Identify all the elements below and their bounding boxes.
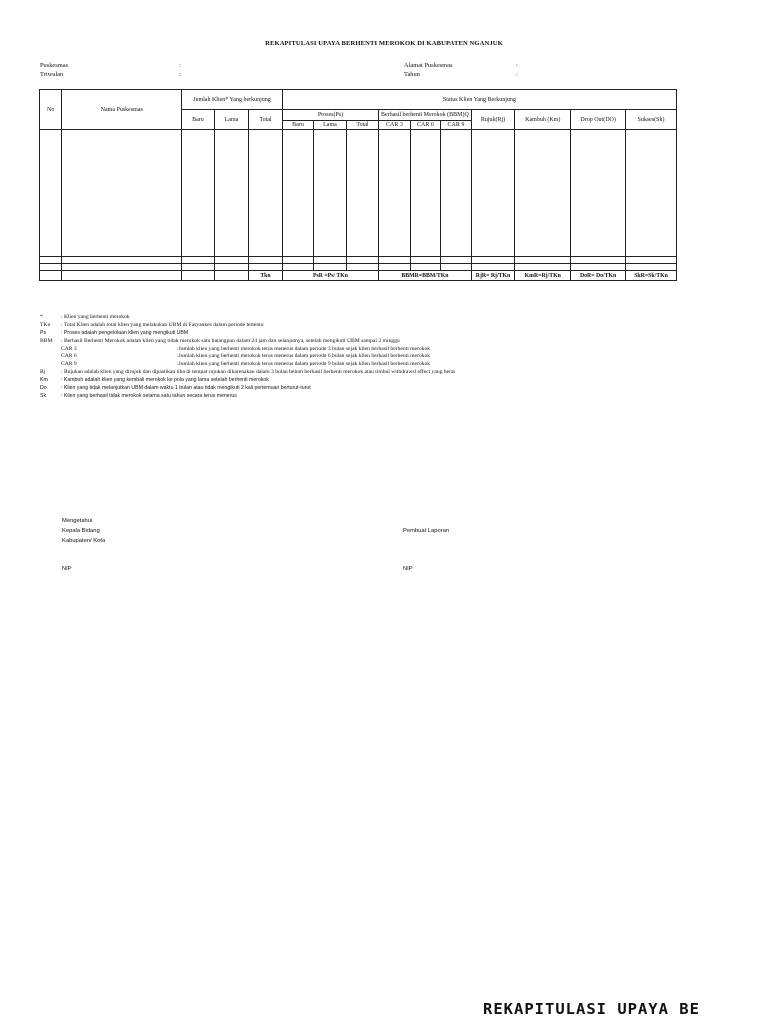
header-total: Total [249,110,283,130]
table-row [40,264,677,271]
table-cell [40,257,62,264]
kabupaten-kota-text: Kabupaten/ Kota [62,538,106,544]
header-no: No [40,90,62,130]
table-cell [346,257,379,264]
table-cell [441,130,471,257]
table-cell [214,257,249,264]
note-item [40,322,680,330]
note-item [40,393,680,401]
note-key: CAR 9 [61,361,77,368]
table-cell [571,257,626,264]
table-cell [314,264,347,271]
table-cell [62,264,182,271]
table-cell [182,257,215,264]
table-cell [40,130,62,257]
table-footer-row [40,271,677,281]
kepala-bidang-text: Kepala Bidang [62,528,100,534]
header-car9: CAR 9 [441,121,471,130]
note-key: * [40,314,43,320]
header-kambuh: Kambuh (Km) [515,110,571,130]
table-cell [571,264,626,271]
note-text: :Jumlah klien yang berhenti merokok terus menerus dalam periode 9 bulan sejak klien berhasil berhenti merokok [177,361,431,368]
header-jumlah-klien: Jumlah Klien* Yang berkunjung [182,90,283,110]
tahun-field [404,70,420,79]
triwulan-colon: : [179,71,181,78]
triwulan-label: Triwulan [40,71,64,78]
note-text: :Jumlah klien yang berhenti merokok terus menerus dalam periode 6 bulan sejak klien berhasil berhenti merokok [177,353,431,360]
nip-left: NIP [62,566,72,572]
note-key: CAR 3 [61,345,77,352]
header-nama-puskesmas: Nama Puskesmas [62,90,182,130]
header-sukses: Sukses(Sk) [626,110,677,130]
table-cell [571,130,626,257]
table-cell [214,130,249,257]
table-row [40,130,677,257]
recap-table [39,89,677,281]
alamat-colon: : [516,62,518,69]
note-item [40,314,680,322]
table-cell [471,264,515,271]
legend-notes [40,314,680,401]
table-cell [182,264,215,271]
signature-left [62,516,105,546]
table-cell [282,264,313,271]
table-cell [441,257,471,264]
alamat-field [404,61,452,70]
note-text: : Total Klien adalah total klien yang melakukan UBM di Fasyankes dalam periode tertentu [61,321,264,328]
note-key: Sk [40,392,47,399]
table-row [40,257,677,264]
mengetahui-text: Mengetahui [62,518,93,524]
note-text: : Berhasil Berhenti Merokok adalah klien yang tidak merokok satu batangpun dalam 24 jam dan selanjutnya, setelah mengikuti UBM sampai 2 minggu [61,337,400,344]
note-item [40,385,680,393]
table-cell [182,271,215,281]
note-key: Do [40,385,47,392]
table-cell [40,264,62,271]
note-key: Ps [40,329,47,336]
tahun-colon: : [516,71,518,78]
puskesmas-label: Puskesmas [40,62,69,69]
note-text: : Klien yang tidak melanjutkan UBM dalam waktu 1 bulan atau tidak mengikuti 2 kali pertemuan berturut-turut [61,385,311,392]
note-text: : Kambuh adalah klien yang kembali merokok ke pola yang lama setelah berhenti merokok [61,377,269,384]
table-cell [471,130,515,257]
pembuat-laporan-text: Pembuat Laporan [403,528,450,534]
table-cell [515,257,571,264]
table-cell [410,257,440,264]
table-cell [346,264,379,271]
puskesmas-field [40,61,68,70]
note-text: : Rujukan adalah klien yang dirujuk dan dipastikan tiba di tempat rujukan dikarenakan dalam 3 bulan belum berhasil berhenti merokok atau timbul withdrawsl effect yang berat [61,369,455,376]
footer-rjr: RjR= Rj/TKn [471,271,515,281]
table-cell [379,264,410,271]
header-proses-total: Total [346,121,379,130]
footer-bbmr: BBMR=BBM/TKn [379,271,471,281]
note-text: : Kilen yang berhasil tidak merokok selama satu tahun secara terus menerus [61,392,237,399]
note-key: BBM [40,337,53,344]
header-lama: Lama [214,110,249,130]
note-item [40,353,680,361]
note-key: CAR 6 [61,353,77,360]
footer-skr: SkR=Sk/TKn [626,271,677,281]
header-proses: Proses(Ps) [282,110,378,121]
table-cell [515,264,571,271]
table-cell [314,130,347,257]
table-cell [410,130,440,257]
next-page-title-strip: REKAPITULASI UPAYA BE [483,1000,700,1018]
table-cell [379,257,410,264]
table-cell [626,130,677,257]
puskesmas-colon: : [179,62,181,69]
footer-tkn: Tkn [249,271,283,281]
header-rujuk: Rujuk(Rj) [471,110,515,130]
table-cell [626,257,677,264]
header-car6: CAR 6 [410,121,440,130]
table-cell [282,130,313,257]
footer-dor: DoR= Do/TKn [571,271,626,281]
table-cell [441,264,471,271]
table-cell [249,130,283,257]
document-title: REKAPITULASI UPAYA BERHENTI MEROKOK DI KABUPATEN NGANJUK [265,40,503,47]
note-item [40,330,680,338]
table-cell [62,257,182,264]
note-item [40,346,680,354]
footer-psr: PsR =Ps/ TKn [282,271,378,281]
note-item [40,338,680,346]
alamat-label: Alamat Puskesmas [404,62,453,69]
note-text: :Jumlah klien yang berhenti merokok terus menerus dalam periode 3 bulan sejak klien berhasil berhenti merokok [177,345,431,352]
note-key: TKn [40,321,51,328]
table-cell [346,130,379,257]
table-cell [314,257,347,264]
footer-kmr: KmR=Rj/TKn [515,271,571,281]
table-cell [471,257,515,264]
nip-right: NIP [403,566,413,572]
header-proses-baru: Baru [282,121,313,130]
table-cell [214,264,249,271]
note-text: : Klien yang berhenti merokok [61,314,130,320]
header-berhasil: Berhasil berhenti Merokok (BBM)Q [379,110,471,121]
header-car3: CAR 3 [379,121,410,130]
table-cell [249,257,283,264]
table-cell [515,130,571,257]
table-cell [62,271,182,281]
note-item [40,369,680,377]
header-baru: Baru [182,110,215,130]
table-cell [214,271,249,281]
table-cell [62,130,182,257]
table-cell [182,130,215,257]
table-cell [282,257,313,264]
triwulan-field [40,70,63,79]
table-cell [626,264,677,271]
header-status-klien: Status Klien Yang Berkunjung [282,90,676,110]
tahun-label: Tahun [404,71,420,78]
note-key: Km [40,377,48,384]
note-item [40,377,680,385]
table-cell [40,271,62,281]
table-cell [410,264,440,271]
table-cell [249,264,283,271]
table-cell [379,130,410,257]
header-dropout: Drop Out(DO) [571,110,626,130]
header-proses-lama: Lama [314,121,347,130]
note-text: : Proses adalah pengelolaan klien yang mengikuti UBM [61,329,189,336]
note-key: Rj [40,369,46,376]
